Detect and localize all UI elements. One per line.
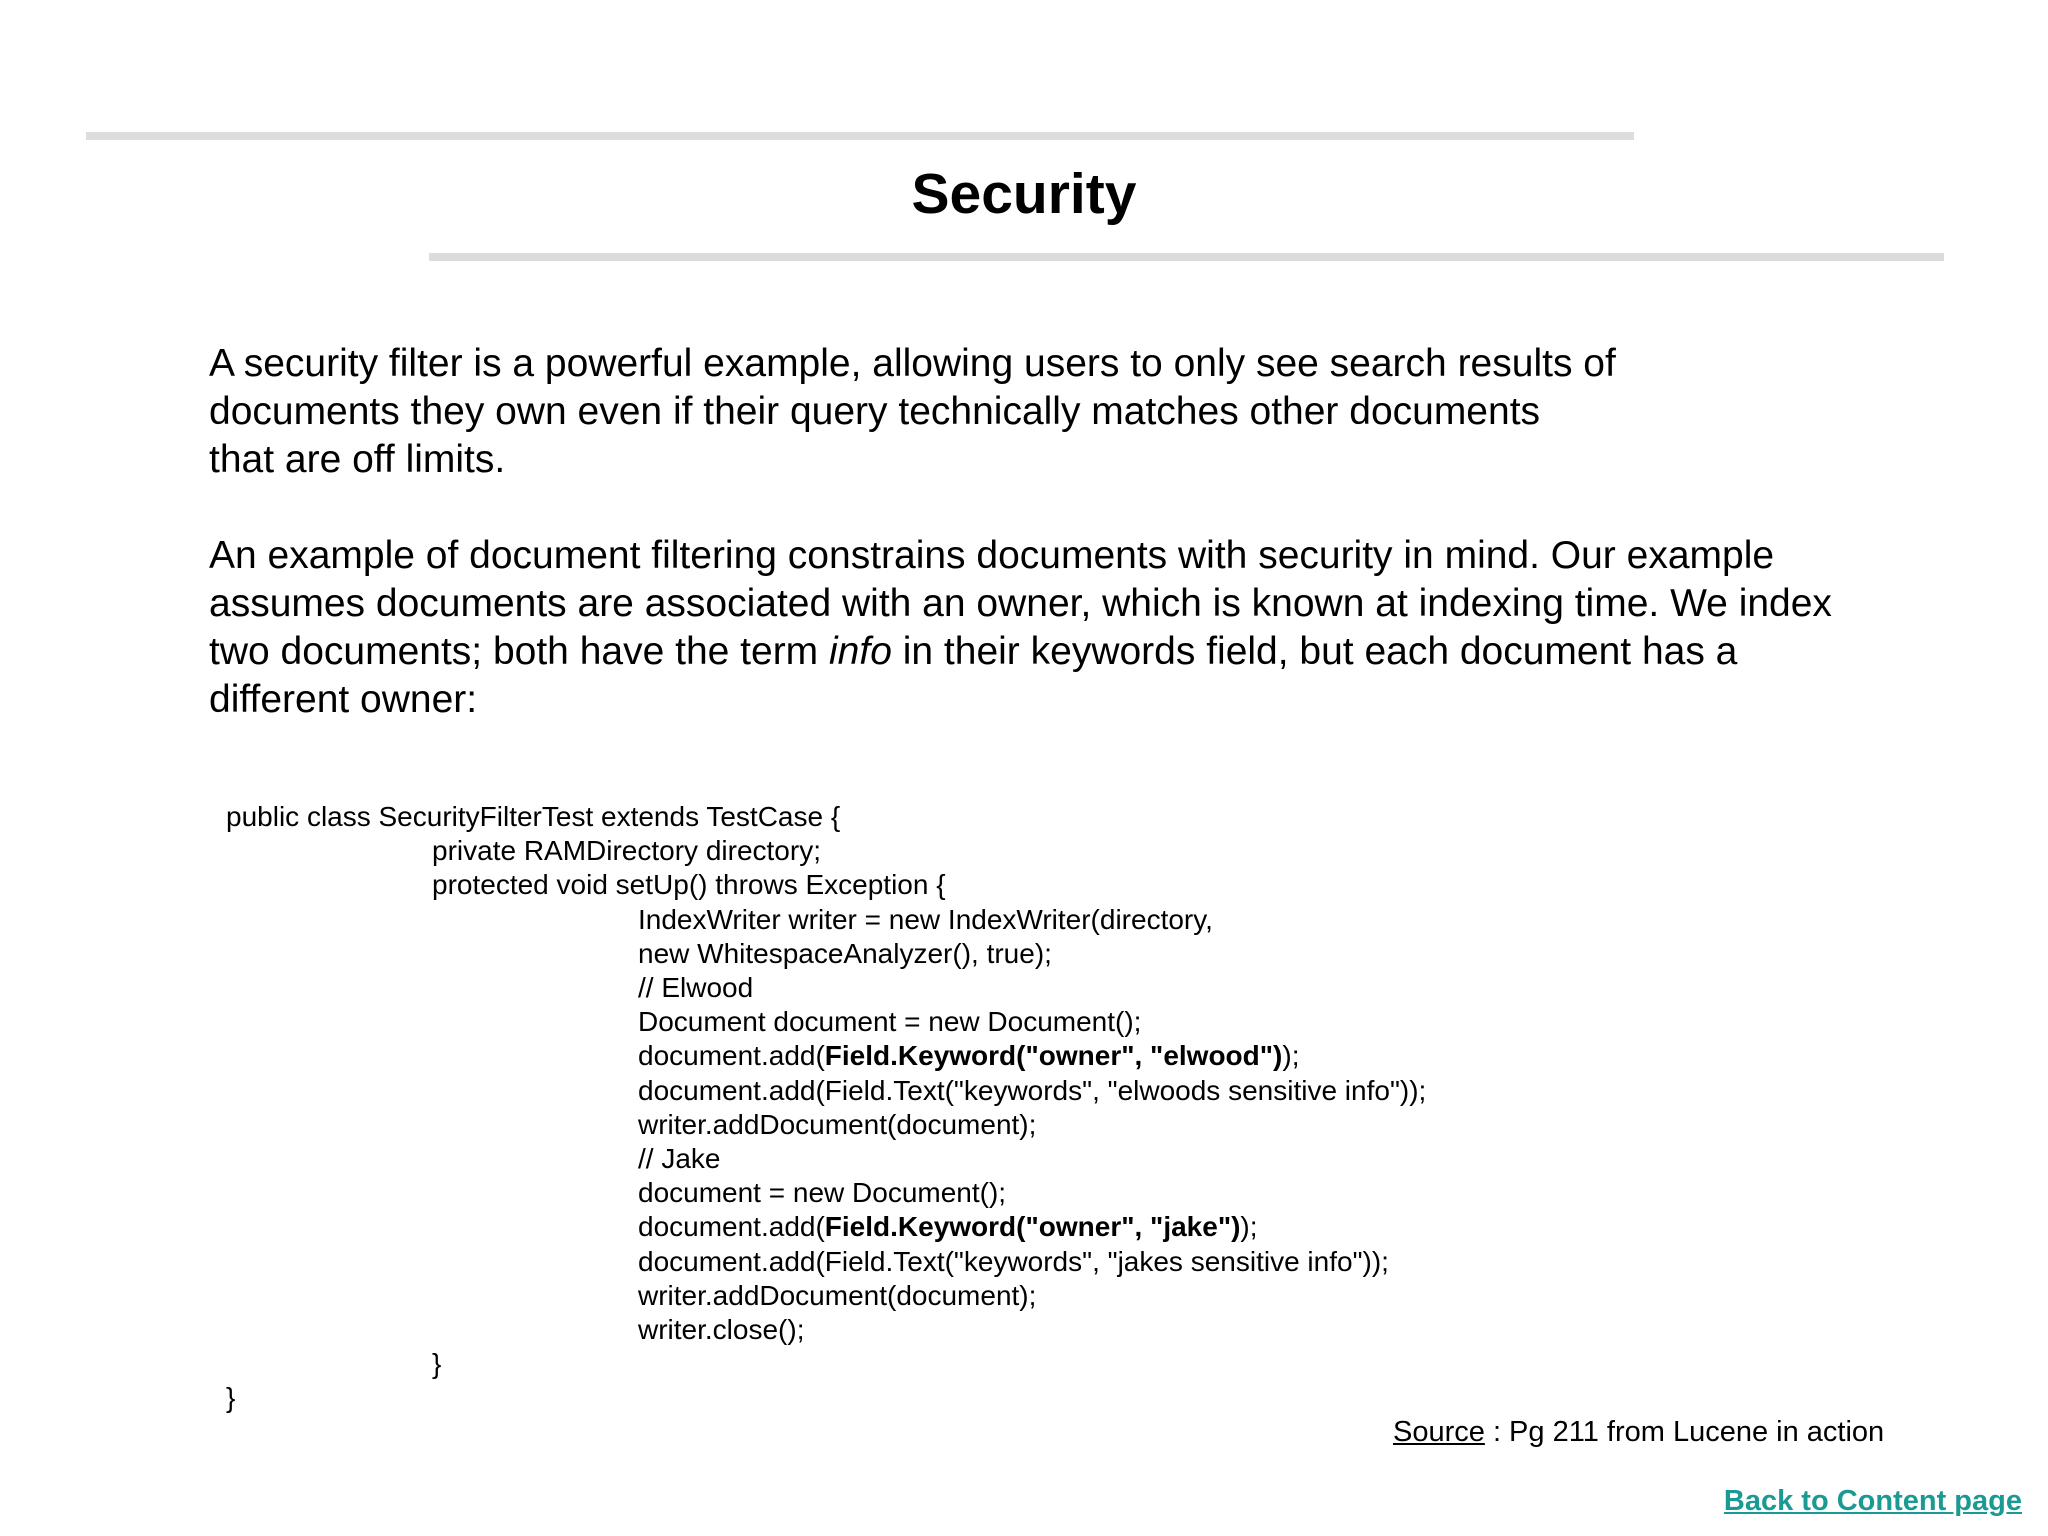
example-line-3-end: in their keywords field, but each document has a: [891, 630, 1738, 673]
code-line: document.add(Field.Text("keywords", "elwoods sensitive info"));: [638, 1074, 1427, 1106]
intro-line-2: documents they own even if their query technically matches other documents: [209, 390, 1541, 433]
code-highlight: Field.Keyword("owner", "elwood"): [824, 1040, 1283, 1072]
code-line: private RAMDirectory directory;: [432, 835, 821, 867]
code-line: Document document = new Document();: [638, 1006, 1142, 1038]
source-label: Source: [1393, 1416, 1485, 1448]
source-citation: [1393, 1414, 1884, 1450]
code-segment: );: [1282, 1040, 1300, 1072]
code-line: document.add(Field.Text("keywords", "jakes sensitive info"));: [638, 1245, 1389, 1277]
code-comment: // Jake: [638, 1143, 721, 1175]
code-line: }: [226, 1382, 236, 1414]
code-highlight: Field.Keyword("owner", "jake"): [824, 1211, 1241, 1243]
code-line: writer.close();: [638, 1314, 805, 1346]
example-paragraph: [209, 532, 2009, 724]
intro-line-1: A security filter is a powerful example, allowing users to only see search results of: [209, 342, 1616, 385]
code-segment: );: [1240, 1211, 1258, 1243]
page-title: Security: [911, 162, 1137, 226]
code-listing: [226, 800, 1426, 1416]
example-line-3-start: two documents; both have the term: [209, 630, 830, 673]
example-line-3: [209, 628, 2009, 676]
code-line: protected void setUp() throws Exception {: [432, 869, 946, 901]
source-text: : Pg 211 from Lucene in action: [1484, 1416, 1885, 1448]
code-line: [226, 1210, 1426, 1244]
code-line: }: [432, 1348, 442, 1380]
code-segment: document.add(: [638, 1211, 825, 1243]
example-line-2: assumes documents are associated with an owner, which is known at indexing time. We index: [209, 582, 1832, 625]
example-line-4: different owner:: [209, 678, 478, 721]
code-line: writer.addDocument(document);: [638, 1108, 1037, 1140]
code-comment: // Elwood: [638, 972, 754, 1004]
code-line: writer.addDocument(document);: [638, 1279, 1037, 1311]
back-to-content-link[interactable]: Back to Content page: [1723, 1485, 2022, 1517]
code-line: IndexWriter writer = new IndexWriter(directory,: [638, 903, 1213, 935]
term-info: info: [829, 630, 892, 673]
example-line-1: An example of document filtering constrains documents with security in mind. Our example: [209, 534, 1775, 577]
code-line: public class SecurityFilterTest extends TestCase {: [226, 801, 841, 832]
code-line: document = new Document();: [638, 1177, 1007, 1209]
code-segment: document.add(: [638, 1040, 825, 1072]
top-divider: [86, 132, 1634, 140]
intro-paragraph: [209, 340, 2009, 484]
intro-line-3: that are off limits.: [209, 438, 506, 481]
code-line: [226, 1039, 1426, 1073]
code-line: new WhitespaceAnalyzer(), true);: [638, 937, 1052, 969]
title-underline-divider: [429, 253, 1944, 261]
